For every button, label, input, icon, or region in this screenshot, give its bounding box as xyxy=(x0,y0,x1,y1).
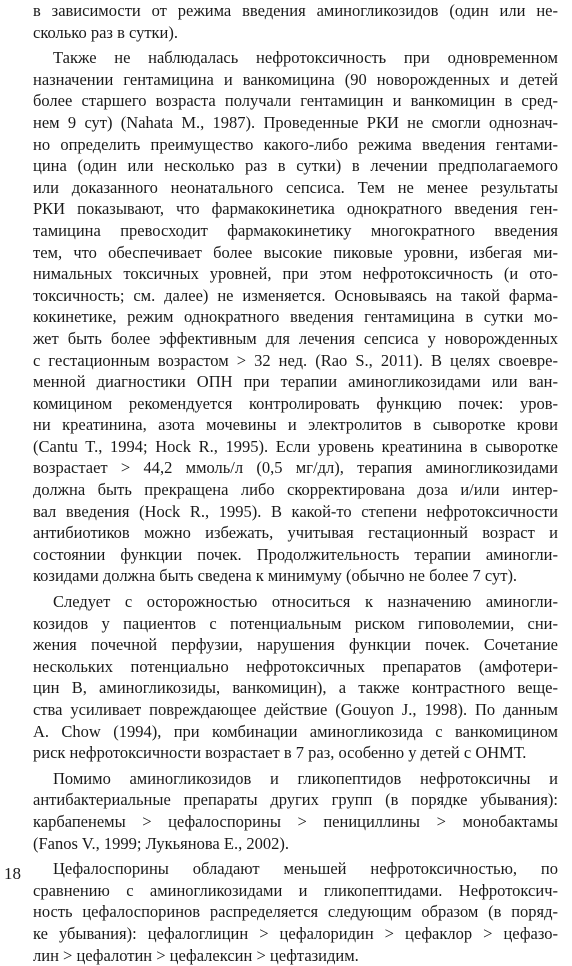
text-line: комицином рекомендуется контролировать функцию почек: уров- xyxy=(33,393,558,413)
text-line: но определить преимущество какого-либо режима введения гентами- xyxy=(33,134,558,154)
text-line: козидами должна быть сведена к минимуму (обычно не более 7 сут). xyxy=(33,566,518,586)
text-line: (Cantu T., 1994; Hock R., 1995). Если уровень креатинина в сыворотке xyxy=(33,436,558,456)
text-line: цина (один или несколько раз в сутки) в лечении предполагаемого xyxy=(33,156,558,176)
paragraph xyxy=(33,591,558,764)
text-line: сравнению с аминогликозидами и гликопептидами. Нефротоксич- xyxy=(33,880,558,900)
text-line: Также не наблюдалась нефротоксичность при одновременном xyxy=(53,48,558,68)
text-line: должна быть прекращена либо скорректирована доза и/или интер- xyxy=(33,480,558,500)
text-line: ке убывания): цефалоглицин > цефалоридин > цефаклор > цефазо- xyxy=(33,923,558,943)
text-body xyxy=(33,0,558,966)
text-line: нимальных токсичных уровней, при этом нефротоксичность (и ото- xyxy=(33,264,558,284)
text-line: возрастает > 44,2 ммоль/л (0,5 мг/дл), терапия аминогликозидами xyxy=(33,458,558,478)
text-line: нескольких потенциально нефротоксичных препаратов (амфотери- xyxy=(33,656,558,676)
text-line: РКИ показывают, что фармакокинетика однократного введения ген- xyxy=(33,199,558,219)
text-line: Цефалоспорины обладают меньшей нефротоксичностью, по xyxy=(53,859,558,879)
text-line: кокинетике, режим однократного введения гентамицина в сутки мо- xyxy=(33,307,558,327)
text-line: ность цефалоспоринов распределяется следующим образом (в поряд- xyxy=(33,902,558,922)
text-line: менной диагностики ОПН при терапии аминогликозидами или ван- xyxy=(33,372,558,392)
text-line: ства усиливает повреждающее действие (Gouyon J., 1998). По данным xyxy=(33,700,558,719)
text-line: жет быть более эффективным для лечения сепсиса у новорожденных xyxy=(33,328,558,348)
text-line: или доказанного неонатального сепсиса. Тем не менее результаты xyxy=(33,177,558,197)
text-line: сколько раз в сутки). xyxy=(33,22,179,42)
text-line: нем 9 сут) (Nahata M., 1987). Проведенные РКИ не смогли однознач- xyxy=(33,112,558,132)
paragraph xyxy=(33,858,558,966)
text-line: лин > цефалотин > цефалексин > цефтазидим. xyxy=(33,945,359,965)
text-line: в зависимости от режима введения аминогликозидов (один или не- xyxy=(33,1,558,20)
paragraph xyxy=(33,768,558,854)
text-line: назначении гентамицина и ванкомицина (90 новорожденных и детей xyxy=(33,69,558,89)
text-line: Следует с осторожностью относиться к назначению аминогли- xyxy=(53,592,558,612)
text-line: антибактериальные препараты других групп (в порядке убывания): xyxy=(33,790,558,810)
text-line: антибиотиков можно избежать, учитывая гестационный возраст и xyxy=(33,523,558,543)
text-line: более старшего возраста получали гентамицин и ванкомицин в сред- xyxy=(33,91,558,111)
text-line: жения почечной перфузии, нарушения функции почек. Сочетание xyxy=(33,635,558,655)
text-line: тем, что обеспечивает более высокие пиковые уровни, избегая ми- xyxy=(33,242,558,262)
text-line: вал введения (Hock R., 1995). В какой-то степени нефротоксичности xyxy=(33,501,558,521)
text-line: Помимо аминогликозидов и гликопептидов нефротоксичны и xyxy=(53,768,558,788)
text-line: (Fanos V., 1999; Лукьянова Е., 2002). xyxy=(33,833,289,853)
text-line: цин В, аминогликозиды, ванкомицин), а также контрастного веще- xyxy=(33,678,558,698)
text-line: ни креатинина, азота мочевины и электролитов в сыворотке крови xyxy=(33,415,558,435)
text-line: состоянии функции почек. Продолжительность терапии аминогли- xyxy=(33,544,558,564)
paragraph xyxy=(33,0,558,43)
text-line: карбапенемы > цефалоспорины > пенициллины > монобактамы xyxy=(33,811,558,831)
paragraph xyxy=(33,47,558,587)
text-line: риск нефротоксичности возрастает в 7 раз, особенно у детей с ОНМТ. xyxy=(33,743,527,763)
text-line: козидов у пациентов с потенциальным риском гиповолемии, сни- xyxy=(33,613,558,633)
text-line: с гестационным возрастом > 32 нед. (Rao S., 2011). В целях своевре- xyxy=(33,350,558,370)
text-line: токсичность; см. далее) не изменяется. Основываясь на такой фарма- xyxy=(33,285,558,305)
text-line: тамицина превосходит фармакокинетику многократного введения xyxy=(33,220,558,240)
page-text xyxy=(33,0,558,966)
page-number: 18 xyxy=(4,864,21,883)
text-line: A. Chow (1994), при комбинации аминогликозида с ванкомицином xyxy=(33,721,558,741)
